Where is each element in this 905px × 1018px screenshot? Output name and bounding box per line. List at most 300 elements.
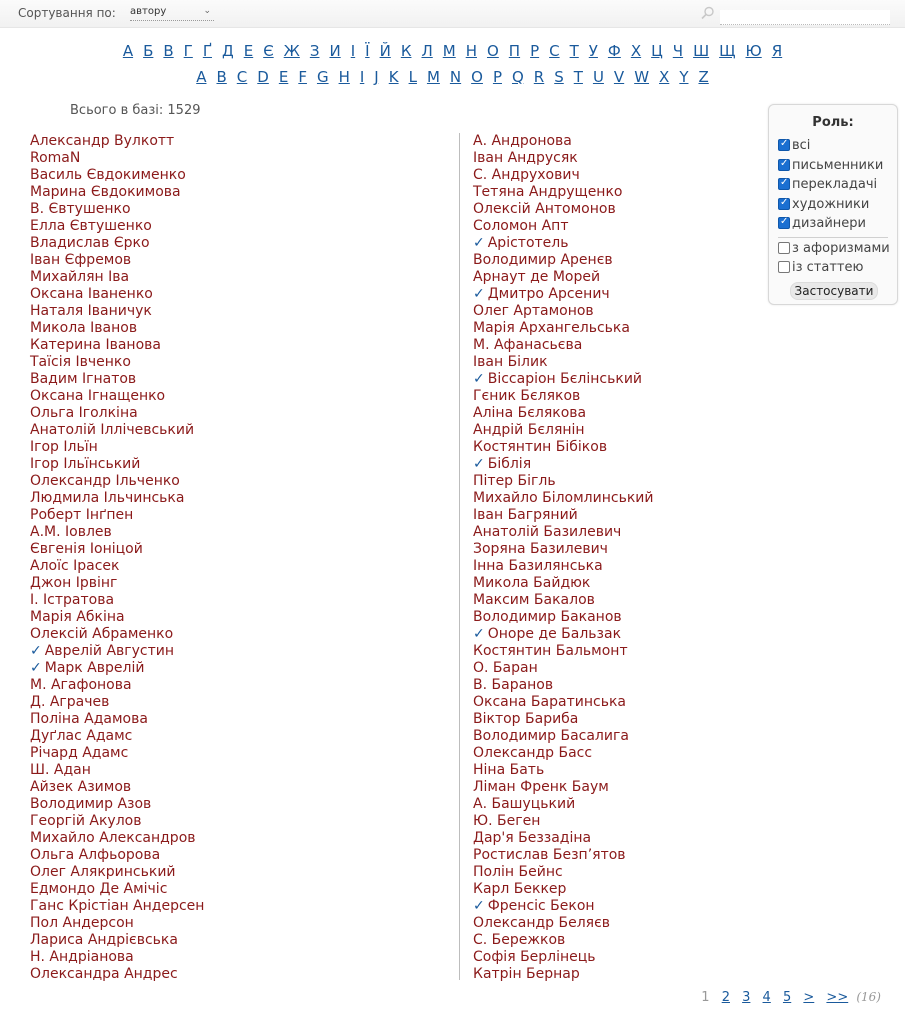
author-link[interactable] [30, 575, 204, 592]
alphabet-letter-link[interactable]: S [554, 68, 564, 86]
author-name: Аврелій Августин [44, 643, 175, 659]
author-name: Олег Артамонов [473, 303, 594, 319]
author-name: Ганс Крістіан Андерсен [30, 898, 205, 914]
role-title: Роль: [812, 115, 854, 130]
author-name: Дуґлас Адамс [30, 728, 133, 744]
author-link[interactable] [473, 201, 653, 218]
author-link[interactable] [30, 541, 204, 558]
author-name: В. Баранов [473, 677, 554, 693]
author-name: Гєник Бєляков [473, 388, 581, 404]
author-link[interactable] [30, 133, 204, 150]
author-link[interactable] [473, 388, 653, 405]
author-link[interactable] [30, 524, 204, 541]
alphabet-letter-link[interactable]: R [533, 68, 545, 86]
alphabet-letter-link[interactable]: Ч [672, 42, 684, 60]
authors-column-2 [473, 133, 653, 983]
author-name: Марина Євдокимова [30, 184, 181, 200]
author-link[interactable] [473, 592, 653, 609]
author-link[interactable] [473, 371, 653, 388]
author-name: Едмондо Де Амічіс [30, 881, 168, 897]
author-link[interactable] [30, 830, 204, 847]
author-name: Володимир Аренєв [473, 252, 613, 268]
author-name: Ігор Ільїнський [30, 456, 141, 472]
author-link[interactable] [30, 405, 204, 422]
alphabet-letter-link[interactable]: Ш [693, 42, 710, 60]
author-link[interactable] [30, 388, 204, 405]
alphabet-letter-link[interactable]: C [236, 68, 248, 86]
author-link[interactable] [473, 150, 653, 167]
author-name: Іван Білик [473, 354, 548, 370]
author-name: Річард Адамс [30, 745, 129, 761]
alphabet-letter-link[interactable]: Х [630, 42, 642, 60]
author-name: Зоряна Базилевич [473, 541, 608, 557]
author-name: Марія Абкіна [30, 609, 125, 625]
alphabet-letter-link[interactable]: X [659, 68, 670, 86]
author-name: Роберт Інґпен [30, 507, 134, 523]
author-link[interactable] [473, 286, 653, 303]
author-name: Таїсія Івченко [30, 354, 131, 370]
role-option-label: художники [792, 197, 870, 212]
alphabet-letter-link[interactable]: Й [379, 42, 391, 60]
author-link[interactable] [30, 184, 204, 201]
author-name: Анатолій Іллічевський [30, 422, 195, 438]
page-link-5[interactable]: 5 [782, 990, 792, 1005]
author-name: Марія Архангельська [473, 320, 630, 336]
alphabet-letter-link[interactable]: Я [771, 42, 783, 60]
checkmark-icon: ✓ [30, 643, 42, 659]
author-link[interactable] [30, 626, 204, 643]
author-link[interactable] [473, 830, 653, 847]
sort-select[interactable] [130, 6, 214, 21]
author-link[interactable] [473, 949, 653, 966]
author-name: Арістотель [487, 235, 569, 251]
alphabet-letter-link[interactable]: I [359, 68, 365, 86]
author-link[interactable] [30, 677, 204, 694]
author-link[interactable] [30, 847, 204, 864]
page-link-4[interactable]: 4 [762, 990, 771, 1005]
alphabet-letter-link[interactable]: V [613, 68, 625, 86]
author-name: Ю. Беген [473, 813, 541, 829]
role-option-designers[interactable] [778, 216, 866, 231]
current-page: 1 [701, 990, 710, 1005]
author-link[interactable] [473, 728, 653, 745]
author-link[interactable] [473, 422, 653, 439]
author-name: Марк Аврелій [44, 660, 145, 676]
authors-column-1 [30, 133, 204, 983]
search-input[interactable] [720, 10, 890, 25]
author-name: Ольга Алфьорова [30, 847, 161, 863]
author-link[interactable] [473, 643, 653, 660]
author-name: Вадим Ігнатов [30, 371, 137, 387]
author-name: Оксана Баратинська [473, 694, 626, 710]
author-link[interactable] [473, 490, 653, 507]
page-link-3[interactable]: 3 [742, 990, 751, 1005]
author-link[interactable] [473, 779, 653, 796]
author-name: А. Андронова [473, 133, 572, 149]
sort-label: Сортування по: [18, 6, 116, 20]
checkbox[interactable] [778, 198, 790, 210]
role-option-writers[interactable] [778, 158, 883, 173]
author-link[interactable] [30, 354, 204, 371]
author-name: Володимир Баканов [473, 609, 622, 625]
author-name: Іван Андрусяк [473, 150, 578, 166]
filter-with-article[interactable] [778, 260, 863, 275]
author-link[interactable] [473, 337, 653, 354]
author-link[interactable] [473, 558, 653, 575]
author-link[interactable] [30, 592, 204, 609]
alphabet-letter-link[interactable]: Ю [745, 42, 762, 60]
checkmark-icon: ✓ [473, 235, 485, 251]
search-icon[interactable] [700, 5, 716, 21]
author-name: Д. Аграчев [30, 694, 110, 710]
author-link[interactable] [30, 864, 204, 881]
author-link[interactable] [30, 728, 204, 745]
author-name: А. Башуцький [473, 796, 576, 812]
alphabet-letter-link[interactable]: О [486, 42, 499, 60]
author-link[interactable] [473, 184, 653, 201]
role-option-label: перекладачі [792, 177, 878, 192]
author-link[interactable] [473, 864, 653, 881]
author-name: Лариса Андрієвська [30, 932, 178, 948]
alphabet-letter-link[interactable]: Є [263, 42, 274, 60]
alphabet-letter-link[interactable]: І [350, 42, 356, 60]
author-name: Василь Євдокименко [30, 167, 186, 183]
author-link[interactable] [30, 371, 204, 388]
author-link[interactable] [30, 320, 204, 337]
author-link[interactable] [30, 949, 204, 966]
author-name: Ш. Адан [30, 762, 91, 778]
cyrillic-alphabet-nav [0, 42, 905, 60]
alphabet-letter-link[interactable]: Ґ [202, 42, 212, 60]
author-name: Пітер Бігль [473, 473, 556, 489]
author-name: Костянтин Бальмонт [473, 643, 628, 659]
alphabet-letter-link[interactable]: К [400, 42, 412, 60]
author-link[interactable] [30, 473, 204, 490]
next-page-link[interactable]: > [803, 990, 815, 1005]
alphabet-letter-link[interactable]: B [216, 68, 227, 86]
apply-button[interactable]: Застосувати [790, 282, 878, 300]
author-link[interactable] [30, 915, 204, 932]
author-link[interactable] [473, 524, 653, 541]
author-name: Ольга Іголкіна [30, 405, 138, 421]
author-name: Володимир Азов [30, 796, 152, 812]
alphabet-letter-link[interactable]: Р [530, 42, 540, 60]
author-link[interactable] [473, 473, 653, 490]
author-name: О. Баран [473, 660, 538, 676]
alphabet-letter-link[interactable]: Д [221, 42, 234, 60]
author-name: Дар'я Беззадіна [473, 830, 592, 846]
alphabet-letter-link[interactable]: Т [569, 42, 579, 60]
author-link[interactable] [30, 813, 204, 830]
author-link[interactable] [30, 507, 204, 524]
alphabet-letter-link[interactable]: H [338, 68, 350, 86]
author-name: Тетяна Андрущенко [473, 184, 623, 200]
author-name: Арнаут де Морей [473, 269, 601, 285]
author-name: Володимир Басалига [473, 728, 629, 744]
author-link[interactable] [473, 405, 653, 422]
author-link[interactable] [30, 796, 204, 813]
filter-label: із статтею [792, 260, 864, 275]
author-link[interactable] [30, 660, 204, 677]
author-name: Карл Беккер [473, 881, 567, 897]
filter-label: з афоризмами [792, 241, 890, 256]
alphabet-letter-link[interactable]: С [549, 42, 560, 60]
author-link[interactable] [30, 303, 204, 320]
author-name: Георгій Акулов [30, 813, 142, 829]
author-name: Владислав Єрко [30, 235, 150, 251]
checkmark-icon: ✓ [473, 286, 485, 302]
author-link[interactable] [30, 609, 204, 626]
author-name: Микола Байдюк [473, 575, 591, 591]
author-link[interactable] [473, 354, 653, 371]
author-name: Оксана Ігнащенко [30, 388, 166, 404]
author-name: Елла Євтушенко [30, 218, 152, 234]
author-name: Олександр Беляєв [473, 915, 611, 931]
author-link[interactable] [473, 677, 653, 694]
author-name: Пол Андерсон [30, 915, 134, 931]
alphabet-letter-link[interactable]: Q [511, 68, 524, 86]
filter-with-aphorisms[interactable] [778, 241, 890, 256]
author-name: Віссаріон Бєлінський [487, 371, 643, 387]
author-name: Костянтин Бібіков [473, 439, 608, 455]
last-page-link[interactable]: >> [826, 990, 849, 1005]
alphabet-letter-link[interactable]: D [257, 68, 269, 86]
author-name: RomaN [30, 150, 81, 166]
author-name: Іван Єфремов [30, 252, 132, 268]
author-name: Олег Алякринський [30, 864, 176, 880]
author-link[interactable] [30, 711, 204, 728]
checkmark-icon: ✓ [473, 626, 485, 642]
author-link[interactable] [473, 745, 653, 762]
alphabet-letter-link[interactable]: И [329, 42, 341, 60]
alphabet-letter-link[interactable]: Н [465, 42, 477, 60]
author-name: М. Агафонова [30, 677, 132, 693]
author-link[interactable] [30, 881, 204, 898]
author-link[interactable] [473, 541, 653, 558]
author-link[interactable] [30, 235, 204, 252]
author-name: Михайло Александров [30, 830, 196, 846]
alphabet-letter-link[interactable]: E [278, 68, 289, 86]
alphabet-letter-link[interactable]: T [573, 68, 583, 86]
alphabet-letter-link[interactable]: Ц [651, 42, 663, 60]
checkmark-icon: ✓ [473, 371, 485, 387]
author-link[interactable] [30, 422, 204, 439]
alphabet-letter-link[interactable]: A [196, 68, 207, 86]
author-link[interactable] [473, 796, 653, 813]
alphabet-letter-link[interactable]: G [316, 68, 329, 86]
author-link[interactable] [30, 745, 204, 762]
author-name: Соломон Апт [473, 218, 569, 234]
author-name: Олександр Ільченко [30, 473, 180, 489]
author-link[interactable] [473, 881, 653, 898]
author-name: Євгенія Іоніцой [30, 541, 143, 557]
author-name: Анатолій Базилевич [473, 524, 622, 540]
alphabet-letter-link[interactable]: У [588, 42, 598, 60]
total-pages: (16) [856, 990, 881, 1004]
checkbox[interactable] [778, 242, 790, 254]
alphabet-letter-link[interactable]: З [309, 42, 320, 60]
latin-alphabet-nav [0, 68, 905, 86]
alphabet-letter-link[interactable]: M [426, 68, 440, 86]
sort-select-value: автору [130, 6, 167, 17]
author-name: Наталя Іваничук [30, 303, 152, 319]
author-name: Біблія [487, 456, 532, 472]
author-name: Дмитро Арсенич [487, 286, 610, 302]
alphabet-letter-link[interactable]: П [508, 42, 521, 60]
author-link[interactable] [473, 762, 653, 779]
author-link[interactable] [473, 218, 653, 235]
author-link[interactable] [473, 847, 653, 864]
alphabet-letter-link[interactable]: Z [698, 68, 709, 86]
author-name: М. Афанасьєва [473, 337, 583, 353]
author-link[interactable] [30, 252, 204, 269]
author-link[interactable] [473, 456, 653, 473]
author-link[interactable] [30, 286, 204, 303]
role-option-label: письменники [792, 158, 884, 173]
author-name: Н. Андріанова [30, 949, 134, 965]
role-option-all[interactable] [778, 138, 810, 153]
author-name: Ігор Ільїн [30, 439, 98, 455]
alphabet-letter-link[interactable]: U [592, 68, 604, 86]
author-link[interactable] [473, 898, 653, 915]
author-link[interactable] [30, 558, 204, 575]
alphabet-letter-link[interactable]: N [449, 68, 462, 86]
alphabet-letter-link[interactable]: Г [183, 42, 193, 60]
author-link[interactable] [473, 320, 653, 337]
pagination [701, 990, 881, 1005]
author-link[interactable] [473, 609, 653, 626]
author-name: Аліна Бєлякова [473, 405, 587, 421]
author-name: Френсіс Бекон [487, 898, 595, 914]
author-link[interactable] [30, 932, 204, 949]
author-link[interactable] [473, 813, 653, 830]
author-link[interactable] [30, 779, 204, 796]
checkbox[interactable] [778, 217, 790, 229]
alphabet-letter-link[interactable]: Е [243, 42, 254, 60]
author-link[interactable] [30, 201, 204, 218]
alphabet-letter-link[interactable]: Y [679, 68, 689, 86]
checkmark-icon: ✓ [473, 456, 485, 472]
author-name: А.М. Іовлев [30, 524, 112, 540]
author-link[interactable] [473, 269, 653, 286]
author-name: В. Євтушенко [30, 201, 131, 217]
author-name: Софія Берлінець [473, 949, 596, 965]
alphabet-letter-link[interactable]: W [634, 68, 650, 86]
author-link[interactable] [473, 711, 653, 728]
author-link[interactable] [473, 694, 653, 711]
author-link[interactable] [473, 660, 653, 677]
author-link[interactable] [30, 490, 204, 507]
alphabet-letter-link[interactable]: O [471, 68, 483, 86]
alphabet-letter-link[interactable]: P [492, 68, 502, 86]
author-link[interactable] [473, 932, 653, 949]
author-link[interactable] [30, 966, 204, 983]
author-name: Олександра Андрес [30, 966, 178, 982]
author-name: Катерина Іванова [30, 337, 161, 353]
alphabet-letter-link[interactable]: В [163, 42, 174, 60]
author-name: Катрін Бернар [473, 966, 580, 982]
author-name: Поліна Адамова [30, 711, 148, 727]
author-link[interactable] [473, 626, 653, 643]
author-link[interactable] [30, 150, 204, 167]
author-name: Александр Вулкотт [30, 133, 175, 149]
author-name: Олексій Абраменко [30, 626, 174, 642]
author-name: Максим Бакалов [473, 592, 595, 608]
author-name: Оноре де Бальзак [487, 626, 622, 642]
page-link-2[interactable]: 2 [721, 990, 730, 1005]
alphabet-letter-link[interactable]: Б [143, 42, 154, 60]
author-name: Інна Базилянська [473, 558, 603, 574]
column-divider [459, 133, 460, 980]
role-divider [778, 237, 888, 238]
alphabet-letter-link[interactable]: K [388, 68, 399, 86]
author-link[interactable] [30, 269, 204, 286]
author-name: Ростислав Безп’ятов [473, 847, 626, 863]
author-link[interactable] [473, 235, 653, 252]
author-link[interactable] [30, 898, 204, 915]
author-link[interactable] [30, 694, 204, 711]
alphabet-letter-link[interactable]: Щ [719, 42, 736, 60]
checkbox[interactable] [778, 178, 790, 190]
author-link[interactable] [473, 133, 653, 150]
author-link[interactable] [30, 762, 204, 779]
role-filter-panel [768, 104, 898, 305]
author-link[interactable] [30, 439, 204, 456]
author-name: Олексій Антомонов [473, 201, 616, 217]
author-link[interactable] [473, 915, 653, 932]
role-option-label: всі [792, 138, 811, 153]
author-name: Олександр Басс [473, 745, 593, 761]
chevron-down-icon: ⌄ [203, 6, 211, 16]
author-link[interactable] [30, 337, 204, 354]
author-link[interactable] [473, 167, 653, 184]
author-name: Ліман Френк Баум [473, 779, 609, 795]
alphabet-letter-link[interactable]: J [374, 68, 379, 86]
author-link[interactable] [473, 966, 653, 983]
author-link[interactable] [30, 456, 204, 473]
author-link[interactable] [30, 218, 204, 235]
checkbox[interactable] [778, 139, 790, 151]
role-option-translators[interactable] [778, 177, 877, 192]
author-name: Джон Ірвінг [30, 575, 118, 591]
alphabet-letter-link[interactable]: Ф [607, 42, 621, 60]
total-count: Всього в базі: 1529 [70, 103, 201, 118]
author-link[interactable] [473, 439, 653, 456]
alphabet-letter-link[interactable]: L [408, 68, 417, 86]
author-name: Полін Бейнс [473, 864, 563, 880]
checkbox[interactable] [778, 261, 790, 273]
role-option-label: дизайнери [792, 216, 866, 231]
alphabet-letter-link[interactable]: F [298, 68, 307, 86]
alphabet-letter-link[interactable]: М [442, 42, 456, 60]
alphabet-letter-link[interactable]: А [122, 42, 134, 60]
author-link[interactable] [473, 507, 653, 524]
author-link[interactable] [30, 643, 204, 660]
author-link[interactable] [473, 303, 653, 320]
checkbox[interactable] [778, 159, 790, 171]
author-name: С. Бережков [473, 932, 566, 948]
alphabet-letter-link[interactable]: Ї [365, 42, 370, 60]
role-option-artists[interactable] [778, 197, 869, 212]
checkmark-icon: ✓ [473, 898, 485, 914]
author-name: Іван Багряний [473, 507, 578, 523]
author-link[interactable] [30, 167, 204, 184]
author-name: Алоїс Ірасек [30, 558, 120, 574]
author-link[interactable] [473, 252, 653, 269]
author-link[interactable] [473, 575, 653, 592]
alphabet-letter-link[interactable]: Ж [283, 42, 300, 60]
alphabet-letter-link[interactable]: Л [421, 42, 433, 60]
